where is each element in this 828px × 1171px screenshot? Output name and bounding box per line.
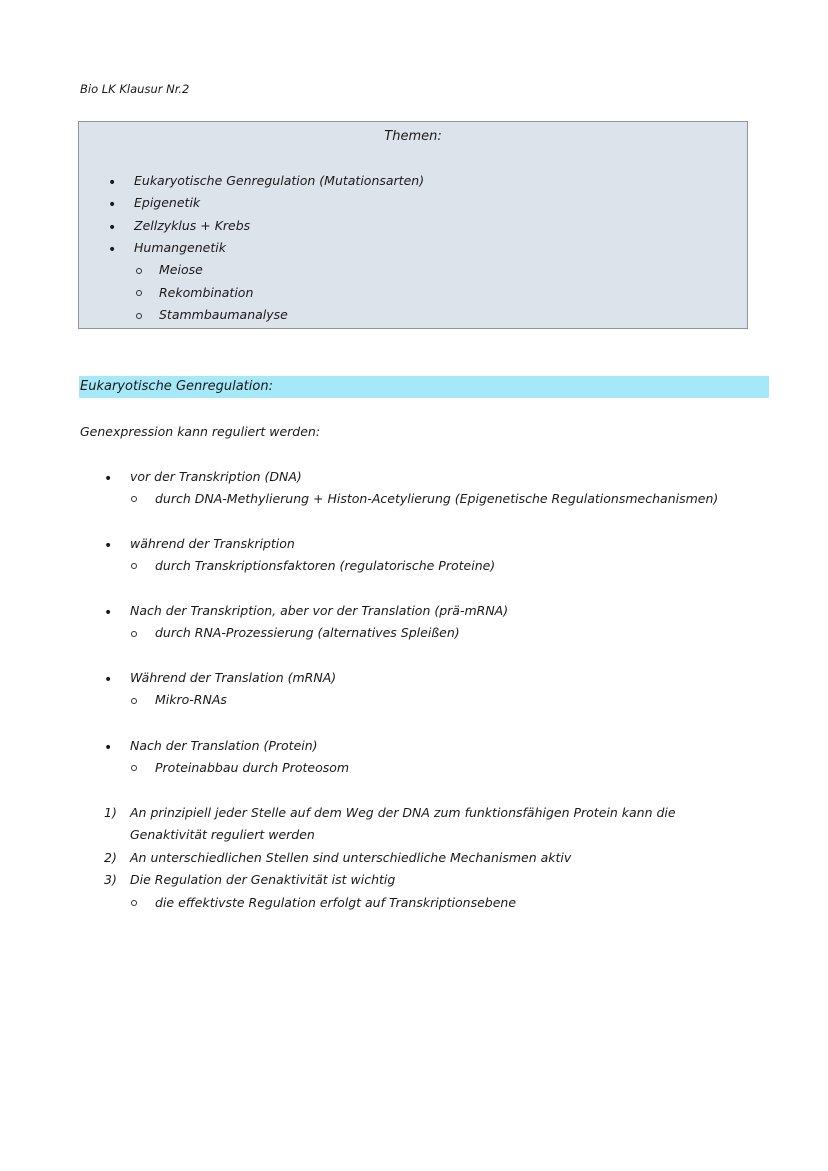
conclusion-text: An prinzipiell jeder Stelle auf dem Weg der DNA zum funktionsfähigen Protein kann die (130, 805, 676, 820)
circle-bullet-icon (136, 268, 142, 274)
bullet-icon: • (104, 672, 113, 688)
regulation-point: Nach der Transkription, aber vor der Translation (prä-mRNA) (130, 603, 509, 618)
section-heading-highlight (79, 376, 769, 398)
circle-bullet-icon (136, 313, 142, 319)
bullet-icon: • (108, 242, 117, 258)
circle-bullet-icon (131, 765, 137, 771)
circle-bullet-icon (136, 290, 142, 296)
circle-bullet-icon (131, 563, 137, 569)
bullet-icon: • (104, 605, 113, 621)
conclusion-number: 1) (104, 805, 117, 820)
topic-item: Epigenetik (134, 195, 201, 210)
topic-item: Zellzyklus + Krebs (134, 218, 251, 233)
conclusion-text: An unterschiedlichen Stellen sind unterschiedliche Mechanismen aktiv (130, 850, 572, 865)
regulation-subpoint: durch DNA-Methylierung + Histon-Acetylierung (Epigenetische Regulationsmechanismen) (155, 491, 719, 506)
regulation-subpoint: durch Transkriptionsfaktoren (regulatorische Proteine) (155, 558, 496, 573)
topic-item: Eukaryotische Genregulation (Mutationsarten) (134, 173, 425, 188)
section-heading: Eukaryotische Genregulation: (80, 379, 273, 394)
regulation-subpoint: Proteinabbau durch Proteosom (155, 760, 350, 775)
document-title: Bio LK Klausur Nr.2 (80, 82, 190, 96)
regulation-point: Während der Translation (mRNA) (130, 670, 337, 685)
conclusion-text: Genaktivität reguliert werden (130, 827, 315, 842)
topic-subitem: Meiose (159, 262, 203, 277)
circle-bullet-icon (131, 900, 137, 906)
bullet-icon: • (108, 197, 117, 213)
section-intro: Genexpression kann reguliert werden: (80, 424, 321, 439)
circle-bullet-icon (131, 698, 137, 704)
conclusion-number: 2) (104, 850, 117, 865)
topic-subitem: Rekombination (159, 285, 254, 300)
regulation-point: Nach der Translation (Protein) (130, 738, 318, 753)
topic-item: Humangenetik (134, 240, 226, 255)
conclusion-subpoint: die effektivste Regulation erfolgt auf Transkriptionsebene (155, 895, 517, 910)
conclusion-number: 3) (104, 872, 117, 887)
regulation-point: vor der Transkription (DNA) (130, 469, 302, 484)
circle-bullet-icon (131, 496, 137, 502)
bullet-icon: • (104, 538, 113, 554)
regulation-point: während der Transkription (130, 536, 295, 551)
bullet-icon: • (108, 175, 117, 191)
conclusion-text: Die Regulation der Genaktivität ist wichtig (130, 872, 396, 887)
topics-box (78, 121, 748, 329)
topics-heading: Themen: (384, 129, 442, 144)
topic-subitem: Stammbaumanalyse (159, 307, 288, 322)
regulation-subpoint: Mikro-RNAs (155, 692, 227, 707)
circle-bullet-icon (131, 631, 137, 637)
bullet-icon: • (104, 740, 113, 756)
bullet-icon: • (104, 471, 113, 487)
bullet-icon: • (108, 220, 117, 236)
regulation-subpoint: durch RNA-Prozessierung (alternatives Spleißen) (155, 625, 460, 640)
